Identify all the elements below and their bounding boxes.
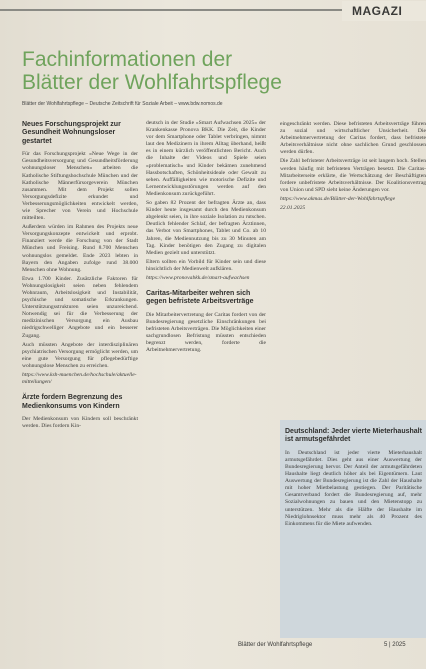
header-rule — [0, 9, 348, 11]
article-heading: Neues Forschungsprojekt zur Gesundheit Wohnungsloser gestartet — [22, 121, 121, 145]
page-title — [22, 48, 282, 94]
title-line-1: Fachinformationen der — [22, 48, 233, 71]
paragraph: Die Zahl befristeter Arbeitsverträge ist seit langem hoch. Stellen werden häufig mit befristeten Verträgen besetzt. Die Caritas-Mitarbeiterseite erklärte, die Wertschätzung der Beschäftigten fordere unbefristete Arbeitsverhältnisse. Der Koalitionsvertrag von Union und SPD sieht keine Änderungen vor. — [280, 158, 426, 193]
footer-issue: 5 | 2025 — [384, 642, 406, 648]
subtitle: Blätter der Wohlfahrtspflege – Deutsche Zeitschrift für Soziale Arbeit – www.bdw.nomos.de — [22, 101, 223, 107]
info-box-text: In Deutschland ist jeder vierte Mieterhaushalt armutsgefährdet. Dies geht aus einer Auswertung der Bundesregierung hervor. Der Anteil der armutsgefährdeten Haushalte liegt deutlich höher als bei Eigentümern. Laut Auswertung der Bundesregierung ist die Zahl der Haushalte mit hoher Mietbelastung gestiegen. Der Paritätische Gesamtverband fordert die Bundesregierung auf, mehr Sozialwohnungen zu bauen und den Mietenstopp zu unterstützen. Mehr als die Hälfte der Haushalte im Niedriglohnsektor muss mehr als 40 Prozent des Einkommens für die Miete aufwenden. — [285, 449, 422, 527]
footer-magazine: Blätter der Wohlfahrtspflege — [238, 642, 313, 648]
article-link[interactable]: https://www.pronovabkk.de/smart-aufwachsen — [146, 274, 250, 281]
info-box — [280, 420, 426, 638]
title-line-2: Blätter der Wohlfahrtspflege — [22, 71, 282, 94]
article-heading: Ärzte fordern Begrenzung des Medienkonsums von Kindern — [22, 394, 123, 410]
paragraph: deutsch in der Studie »Smart Aufwachsen 2025« der Krankenkasse Pronova BKK. Die Zeit, die Kinder vor dem Smartphone oder Tablet verbringen, nimmt laut den Medizinern in ihrem Alltag überhand, heißt es in einem kürzlich veröffentlichten Bericht. Auch die Inhalte der Videos und Spiele seien »problematisch« und Kinder bekämen zunehmend Hassbotschaften, Schönheitsideale oder Gewalt zu sehen. Auffälligkeiten wie motorische Defizite und Lernentwicklungsstörungen werden auf den Medienkonsum zurückgeführt. — [146, 120, 266, 197]
paragraph: So gaben 82 Prozent der befragten Ärzte an, dass Kinder heute insgesamt durch den Medienkonsum abgelenkt seien, in ihre soziale Isolation zu rutschen. Deutlich fehlender Schlaf, der befragten Ärztinnen, das Verbot von Smartphones, Tablet und Co. ab 10 Jahren, die Mediennutzung bis zu 30 Minuten am Tag. Kinder benötigen den Zugang zu digitalen Medien gezielt und unterstützt. — [146, 200, 266, 256]
article-heading: Caritas-Mitarbeiter wehren sich gegen befristete Arbeitsverträge — [146, 290, 254, 306]
article-date: 22.01.2025 — [280, 205, 306, 212]
column-1 — [22, 121, 138, 432]
paragraph: Auch müssten Angebote der interdisziplinären psychiatrischen Versorgung ermöglicht werden, um eine gute Versorgung für pflegebedürftige wohnungslose Menschen zu erreichen. — [22, 341, 138, 369]
article-link[interactable]: https://www.akmas.de/Blätter-der-Wohlfahrtspflege — [280, 195, 396, 202]
page-footer — [0, 640, 426, 654]
info-box-heading: Deutschland: Jeder vierte Mieterhaushalt ist armutsgefährdet — [285, 428, 422, 444]
paragraph: Für das Forschungsprojekt »Neue Wege in der Gesundheitsversorgung und Gesundheitsförderung wohnungsloser Menschen« arbeiten die Katholische Stiftungshochschule München und der Katholische Männerfürsorgeverein München zusammen. Mit dem Projekt sollen Versorgungsdefizite erkundet und Verbesserungsmöglichkeiten entwickelt werden, wie Sprecher von Verein und Hochschule mitteilten. — [22, 151, 138, 222]
paragraph: Etwa 1.700 Kinder. Zusätzliche Faktoren für Wohnungslosigkeit seien neben fehlendem Wohnraum, Arbeitslosigkeit und Instabilität, psychische und somatische Erkrankungen. Unterstützungsstrukturen seien unzureichend. Notwendig sei für die Verbesserung der medizinischen Versorgung ein Ausbau niedrigschwelliger Angebote und ein besserer Zugang. — [22, 275, 138, 339]
paragraph: Der Medienkonsum von Kindern soll beschränkt werden. Dies fordern Kin- — [22, 416, 138, 430]
paragraph: Die Mitarbeitervertretung der Caritas fordert von der Bundesregierung gesetzliche Einschränkungen bei befristeten Arbeitsverträgen. Die Möglichkeiten einer sachgrundlosen Befristung müssten entschieden begrenzt werden, forderte die Arbeitnehmervertretung. — [146, 311, 266, 354]
column-2 — [146, 120, 266, 356]
paragraph: Außerdem würden im Rahmen des Projekts neue Versorgungskonzepte entwickelt und erprobt. Finanziert werde die Forschung von der Stadt München und Freising. Rund 8.700 Menschen wohnungslos gemeldet. Ende 2023 lebten in Bayern den Angaben zufolge rund 38.000 Menschen ohne Wohnung. — [22, 224, 138, 273]
column-3 — [280, 121, 426, 214]
top-bar — [0, 0, 426, 20]
section-label: MAGAZI — [342, 1, 426, 21]
paragraph: Eltern sollten ein Vorbild für Kinder sein und diese hinsichtlich der Medienwelt aufklären. — [146, 258, 266, 272]
paragraph: eingeschränkt werden. Diese befristeten Arbeitsverträge führen zu sozial und wirtschaftlicher Unsicherheit. Die Arbeitnehmervertretung der Caritas fordert, dass befristete Arbeitsverhältnisse nicht ohne sachlichen Grund geschlossen werden dürfen. — [280, 121, 426, 156]
article-link[interactable]: https://www.ksh-muenchen.de/hochschule/aktuelle-mitteilungen/ — [22, 372, 137, 386]
